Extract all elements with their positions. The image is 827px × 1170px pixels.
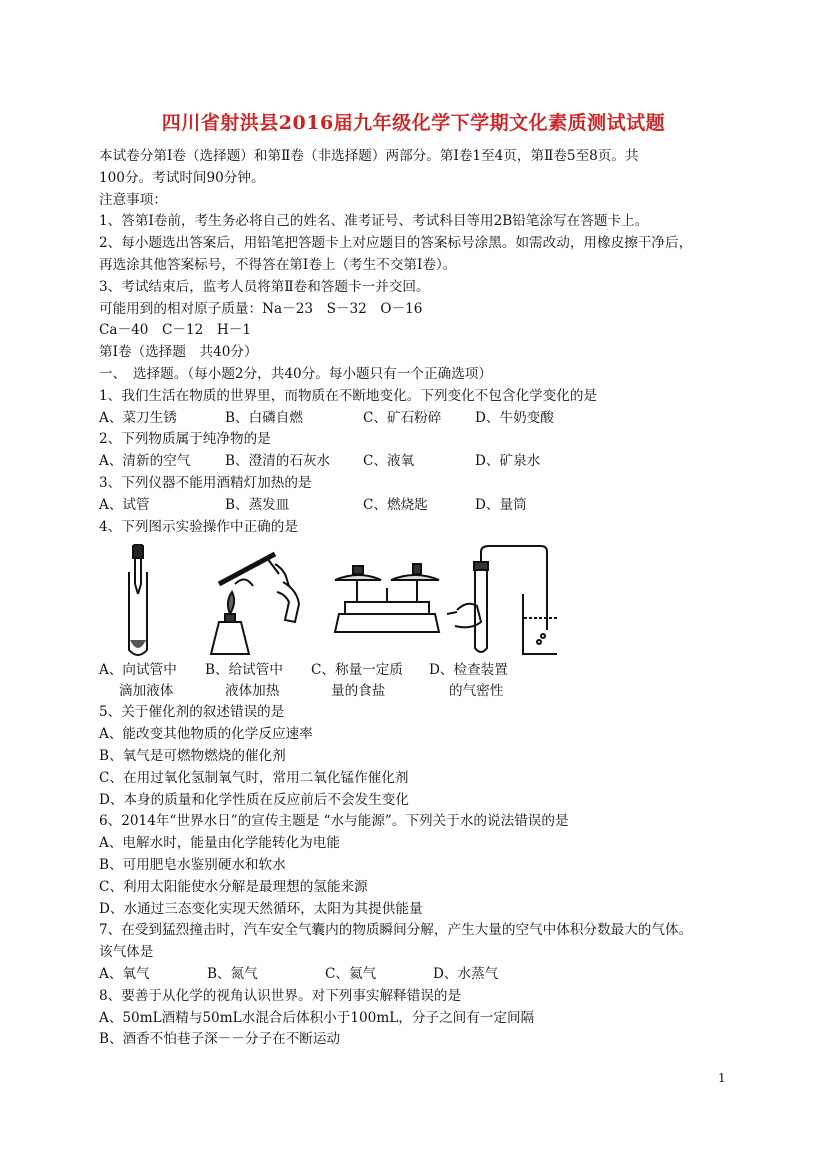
notice-item: 1、答第Ⅰ卷前，考生务必将自己的姓名、准考证号、考试科目等用2B铅笔涂写在答题卡上。 <box>99 213 649 230</box>
intro-line: 本试卷分第Ⅰ卷（选择题）和第Ⅱ卷（非选择题）两部分。第Ⅰ卷1至4页，第Ⅱ卷5至8页。共 <box>99 148 639 164</box>
atomic-masses: 可能用到的相对原子质量：Na－23 S－32 O－16 <box>99 300 423 317</box>
option: C、液氧 <box>363 453 415 470</box>
option: D、牛奶变酸 <box>475 409 554 426</box>
figure-captions <box>99 660 733 702</box>
document-title: 四川省射洪县2016届九年级化学下学期文化素质测试试题 <box>161 112 666 134</box>
option: D、矿泉水 <box>475 453 541 470</box>
airtightness-figure <box>441 544 557 662</box>
section-heading: 第Ⅰ卷（选择题 共40分） <box>99 344 258 361</box>
option: A、清新的空气 <box>99 453 191 470</box>
caption-line: 液体加热 <box>225 683 280 700</box>
option: B、氮气 <box>207 965 258 982</box>
question-stem: 8、要善于从化学的视角认识世界。对下列事实解释错误的是 <box>99 987 462 1004</box>
caption-line: A、向试管中 <box>99 662 177 679</box>
options-row <box>99 408 733 430</box>
option: C、利用太阳能使水分解是最理想的氢能来源 <box>99 878 368 895</box>
experiment-figures <box>99 538 733 660</box>
caption-line: 量的食盐 <box>331 683 386 700</box>
intro-line: 100分。考试时间90分钟。 <box>99 169 265 186</box>
question-stem: 5、关于催化剂的叙述错误的是 <box>99 704 285 721</box>
caption-line: B、给试管中 <box>205 662 283 679</box>
option: C、燃烧匙 <box>363 496 428 513</box>
option: B、可用肥皂水鉴别硬水和软水 <box>99 856 286 873</box>
options-row <box>99 964 733 986</box>
options-row <box>99 495 733 517</box>
option: C、在用过氧化氢制氧气时，常用二氧化锰作催化剂 <box>99 769 409 786</box>
option: B、澄清的石灰水 <box>225 453 331 470</box>
caption-a <box>99 660 205 702</box>
document-body <box>99 146 733 1051</box>
balance-figure <box>331 544 443 662</box>
notice-item: 再选涂其他答案标号，不得答在第Ⅰ卷上（考生不交第Ⅰ卷）。 <box>99 256 457 273</box>
option: D、量筒 <box>475 496 527 513</box>
option: A、能改变其他物质的化学反应速率 <box>99 726 313 743</box>
caption-c <box>311 660 429 702</box>
question-stem: 2、下列物质属于纯净物的是 <box>99 431 271 448</box>
notice-item: 3、考试结束后，监考人员将第Ⅱ卷和答题卡一并交回。 <box>99 278 430 295</box>
dropper-test-tube-figure <box>113 544 163 662</box>
caption-b <box>205 660 311 702</box>
option: D、水通过三态变化实现天然循环，太阳为其提供能量 <box>99 900 423 917</box>
page-number: 1 <box>718 1071 726 1085</box>
question-stem: 3、下列仪器不能用酒精灯加热的是 <box>99 474 312 491</box>
option: B、白磷自燃 <box>225 409 303 426</box>
part-heading: 一、 选择题。（每小题2分，共40分。每小题只有一个正确选项） <box>99 365 492 382</box>
notice-item: 2、每小题选出答案后，用铅笔把答题卡上对应题目的答案标号涂黑。如需改动，用橡皮擦干净后， <box>99 235 693 252</box>
option: C、氦气 <box>325 965 377 982</box>
caption-line: D、检查装置 <box>429 662 508 679</box>
caption-line: C、称量一定质 <box>311 662 403 679</box>
heating-test-tube-figure <box>205 544 305 662</box>
caption-line: 滴加液体 <box>119 683 174 700</box>
option: B、酒香不怕巷子深－－分子在不断运动 <box>99 1031 341 1048</box>
option: B、氧气是可燃物燃烧的催化剂 <box>99 747 286 764</box>
option: C、矿石粉碎 <box>363 409 442 426</box>
question-stem: 6、2014年“世界水日”的宣传主题是 “水与能源”。下列关于水的说法错误的是 <box>99 813 569 830</box>
caption-line: 的气密性 <box>449 683 504 700</box>
caption-d <box>429 660 535 702</box>
question-stem: 7、在受到猛烈撞击时，汽车安全气囊内的物质瞬间分解，产生大量的空气中体积分数最大的气体。 <box>99 922 693 939</box>
notice-heading: 注意事项： <box>99 191 167 208</box>
question-stem: 该气体是 <box>99 944 154 961</box>
options-row <box>99 451 733 473</box>
question-stem: 1、我们生活在物质的世界里，而物质在不断地变化。下列变化不包含化学变化的是 <box>99 387 598 404</box>
option: A、试管 <box>99 496 150 513</box>
option: D、本身的质量和化学性质在反应前后不会发生变化 <box>99 791 409 808</box>
question-stem: 4、下列图示实验操作中正确的是 <box>99 518 298 535</box>
option: A、氧气 <box>99 965 150 982</box>
atomic-masses: Ca－40 C－12 H－1 <box>99 322 251 339</box>
option: A、电解水时，能量由化学能转化为电能 <box>99 835 340 852</box>
option: A、50mL酒精与50mL水混合后体积小于100mL，分子之间有一定间隔 <box>99 1009 535 1026</box>
option: B、蒸发皿 <box>225 496 290 513</box>
option: D、水蒸气 <box>433 965 499 982</box>
option: A、菜刀生锈 <box>99 409 177 426</box>
